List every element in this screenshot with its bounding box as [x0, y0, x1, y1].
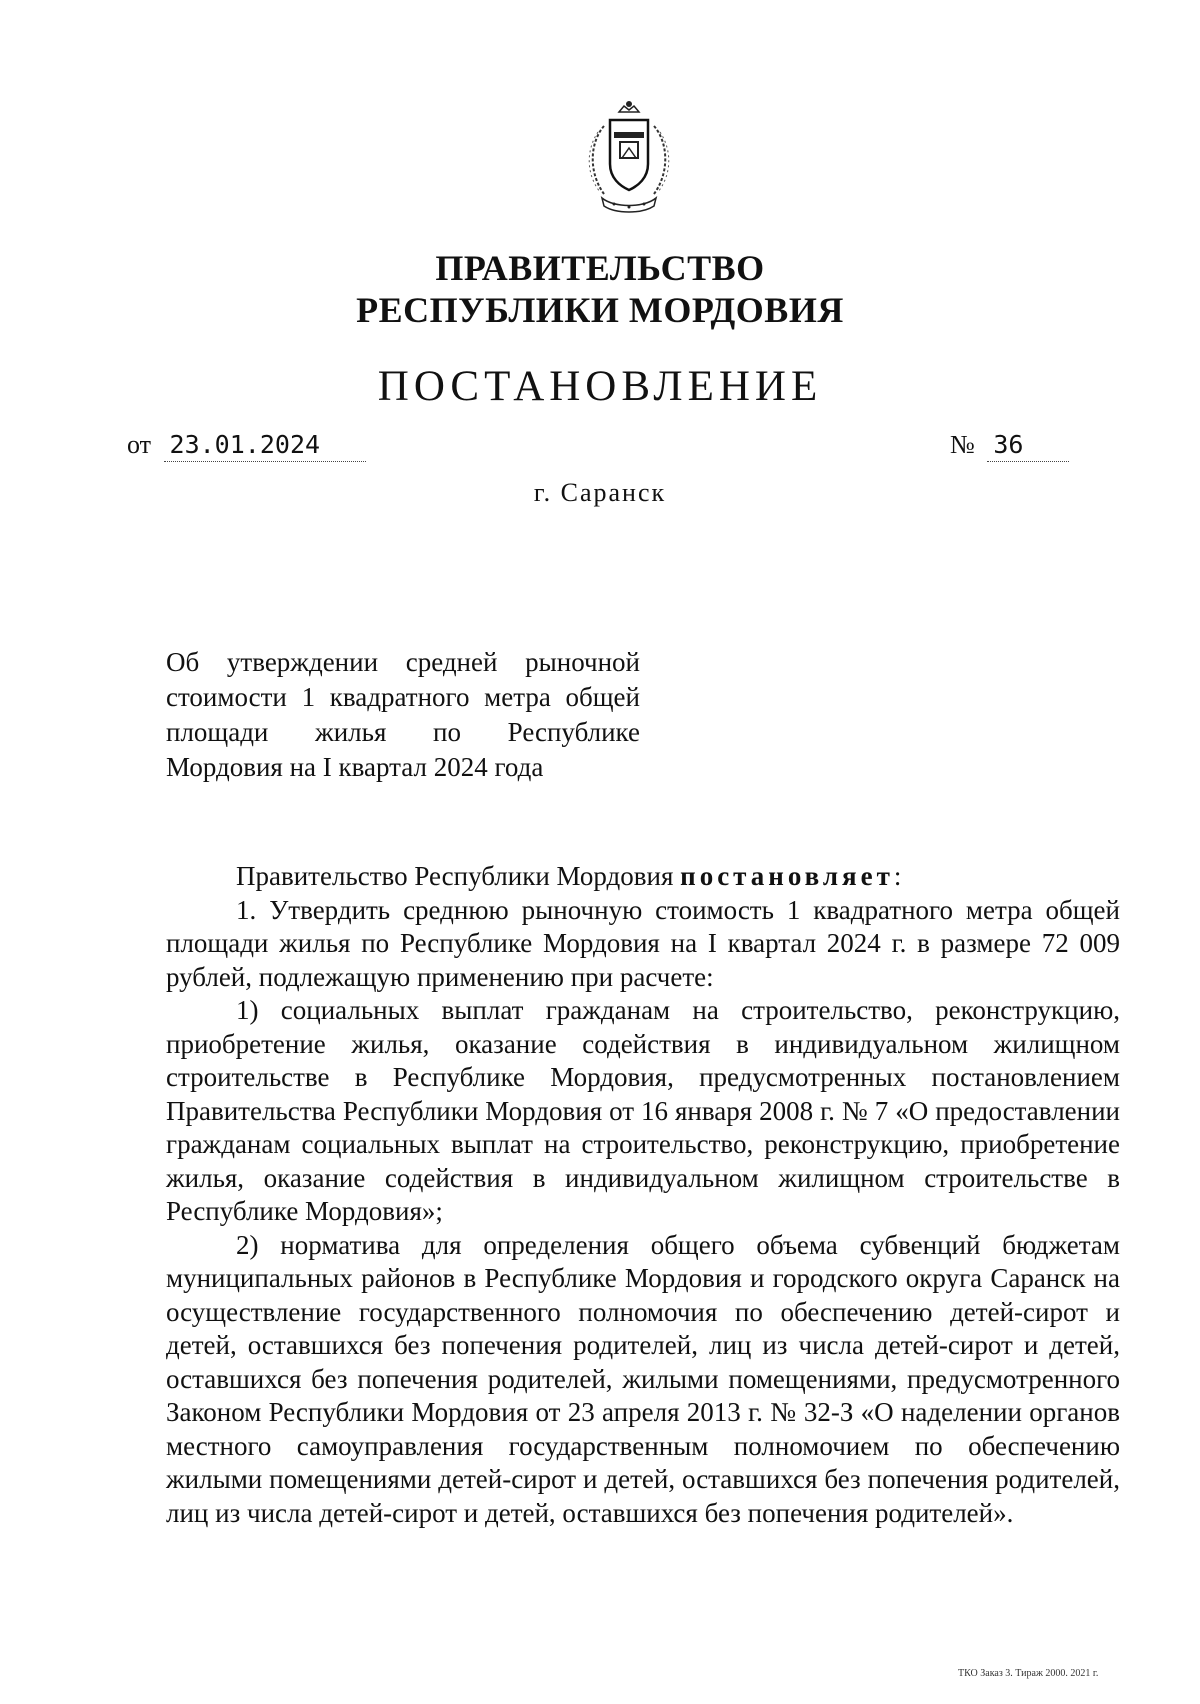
government-name-line-2: РЕСПУБЛИКИ МОРДОВИЯ	[356, 290, 844, 330]
coat-of-arms-icon	[574, 98, 684, 216]
document-title: Об утверждении средней рыночной стоимости 1 квадратного метра общей площади жилья по Республике Мордовия на I квартал 2024 года	[166, 647, 640, 782]
document-type: ПОСТАНОВЛЕНИЕ	[377, 363, 823, 410]
number-row	[950, 430, 1069, 462]
date-prefix: от	[127, 430, 152, 459]
paragraph-subitem-1: 1) социальных выплат гражданам на строительство, реконструкцию, приобретение жилья, оказание содействия в индивидуальном жилищном строительстве в Республике Мордовия, предусмотренных постановлением Правительства Республики Мордовия от 16 января 2008 г. № 7 «О предоставлении гражданам социальных выплат на строительство, реконструкцию, приобретение жилья, оказание содействия в индивидуальном жилищном строительстве в Республике Мордовия»;	[166, 995, 1120, 1226]
date-row	[127, 430, 366, 462]
paragraph-item-1: 1. Утвердить среднюю рыночную стоимость 1 квадратного метра общей площади жилья по Республике Мордовия на I квартал 2024 г. в размере 72 009 рублей, подлежащую применению при расчете:	[166, 894, 1120, 992]
document-number: 36	[987, 430, 1069, 462]
intro-lead: Правительство Республики Мордовия	[236, 861, 674, 891]
paragraph-subitem-2: 2) норматива для определения общего объема субвенций бюджетам муниципальных районов в Республике Мордовия и городского округа Саранск на осуществление государственного полномочия по обеспечению детей-сирот и детей, оставшихся без попечения родителей, лиц из числа детей-сирот и детей, оставшихся без попечения родителей, жилыми помещениями, предусмотренного Законом Республики Мордовия от 23 апреля 2013 г. № 32-З «О наделении органов местного самоуправления государственным полномочием по обеспечению жилыми помещениями детей-сирот и детей, оставшихся без попечения родителей, лиц из числа детей-сирот и детей, оставшихся без попечения родителей».	[166, 1229, 1120, 1528]
document-body	[166, 860, 1120, 1530]
government-name-line-1: ПРАВИТЕЛЬСТВО	[435, 248, 765, 288]
intro-tail: :	[893, 861, 902, 891]
intro-verb: постановляет	[680, 861, 894, 891]
intro-paragraph	[166, 860, 1120, 894]
city: г. Саранск	[533, 478, 667, 507]
number-prefix: №	[950, 430, 975, 459]
print-info: ТКО Заказ 3. Тираж 2000. 2021 г.	[958, 1668, 1099, 1679]
document-date: 23.01.2024	[164, 430, 366, 462]
